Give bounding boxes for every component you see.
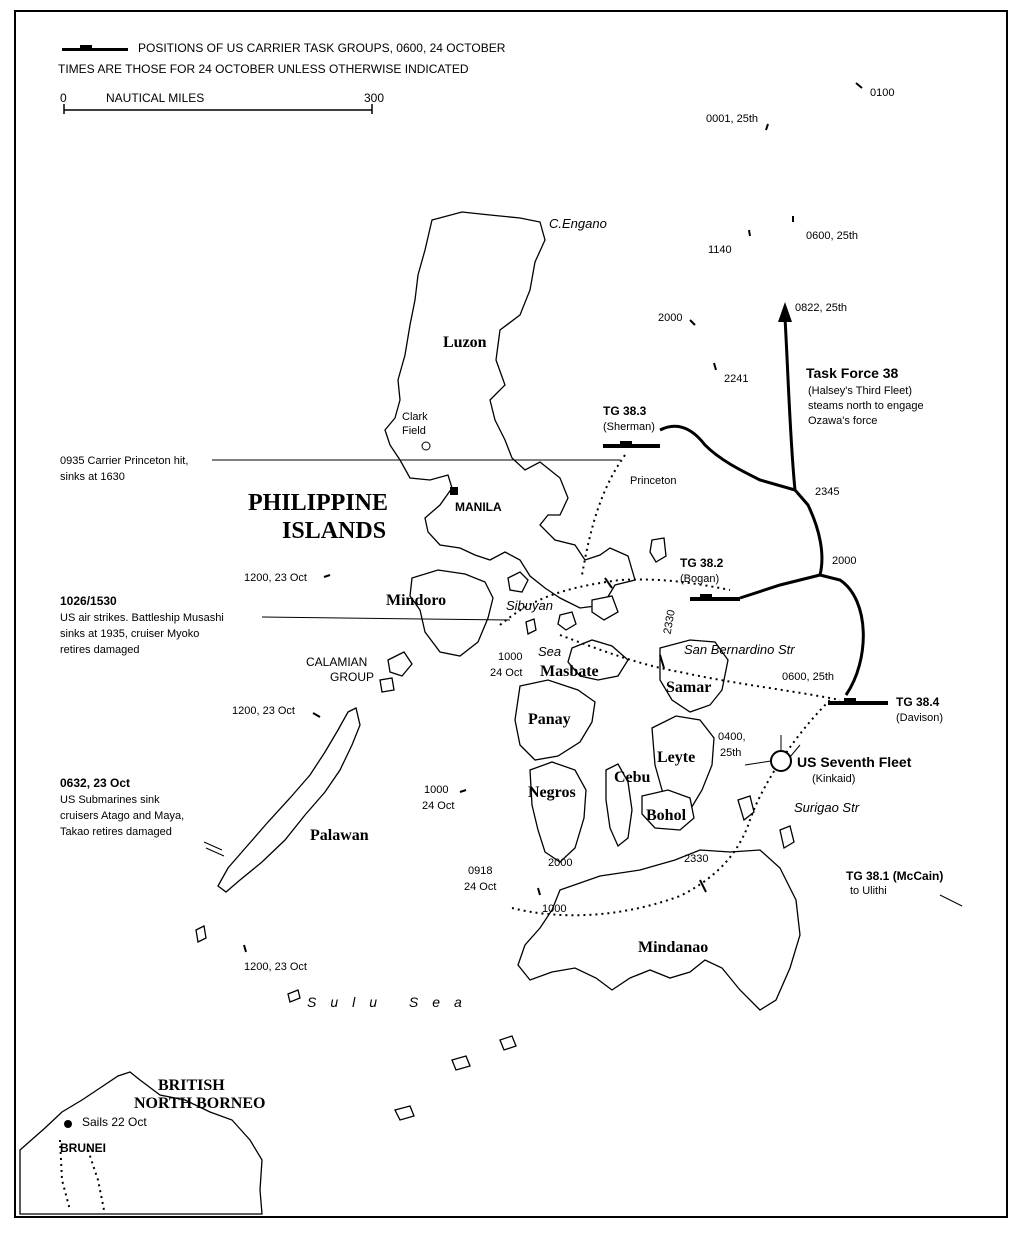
tg382-carrier-icon <box>690 594 740 601</box>
label-clark-1: Clark <box>402 411 428 423</box>
note-air-1: 1026/1530 <box>60 594 117 608</box>
time-1000c: 1000 <box>542 903 567 915</box>
map-title-line2: ISLANDS <box>282 518 387 544</box>
label-tf38-3: Ozawa's force <box>808 415 878 427</box>
time-0822-25: 0822, 25th <box>795 302 847 314</box>
sulu-isle-3 <box>395 1106 414 1120</box>
time-1200-23a: 1200, 23 Oct <box>244 572 307 584</box>
note-sub-2: US Submarines sink <box>60 794 160 806</box>
time-0001-25: 0001, 25th <box>706 113 758 125</box>
time-2000a: 2000 <box>658 312 683 324</box>
time-0400-2: 25th <box>720 747 742 759</box>
label-cebu: Cebu <box>614 769 651 786</box>
dinagat-island <box>738 796 754 820</box>
label-tg384: TG 38.4 <box>896 695 940 709</box>
scale-start: 0 <box>60 91 67 105</box>
label-san-bernardino: San Bernardino Str <box>684 642 795 657</box>
siargao-island <box>780 826 794 848</box>
label-negros: Negros <box>528 784 576 801</box>
time-0600-25b: 0600, 25th <box>782 671 834 683</box>
time-0400-1: 0400, <box>718 731 746 743</box>
tg382-route <box>740 575 820 598</box>
label-tg382: TG 38.2 <box>680 556 724 570</box>
label-sulu-sea: Sulu Sea <box>307 994 476 1010</box>
annotation-labels <box>60 455 224 838</box>
marinduque-island <box>508 572 528 592</box>
submarine-arrows <box>204 842 224 856</box>
label-leyte: Leyte <box>657 749 696 766</box>
note-princeton-2: sinks at 1630 <box>60 471 125 483</box>
tf38-arrowhead-icon <box>778 302 792 322</box>
label-sails: Sails 22 Oct <box>82 1115 147 1129</box>
label-bohol: Bohol <box>646 807 687 824</box>
label-surigao: Surigao Str <box>794 800 860 815</box>
sulu-isle-1 <box>500 1036 516 1050</box>
label-tg384-cmd: (Davison) <box>896 712 944 724</box>
time-1000-24b-1: 1000 <box>424 784 449 796</box>
clark-field-marker-icon <box>422 442 430 450</box>
label-tg382-cmd: (Bogan) <box>680 573 720 585</box>
luzon-island <box>385 212 635 608</box>
time-2000c: 2000 <box>548 857 573 869</box>
label-calamian-2: GROUP <box>330 670 375 684</box>
time-2330b: 2330 <box>684 853 709 865</box>
label-tg381-dest: to Ulithi <box>850 885 887 897</box>
mindanao-island <box>518 850 800 1010</box>
time-0100: 0100 <box>870 87 895 99</box>
time-1140: 1140 <box>708 244 732 256</box>
carrier-symbol-icon <box>62 45 128 51</box>
note-sub-3: cruisers Atago and Maya, <box>60 810 185 822</box>
scale-end: 300 <box>364 91 385 105</box>
manila-marker-icon <box>450 487 458 495</box>
label-tf38: Task Force 38 <box>806 365 899 381</box>
label-samar: Samar <box>666 679 712 696</box>
brunei-marker-icon <box>64 1120 72 1128</box>
label-calamian-1: CALAMIAN <box>306 655 368 669</box>
label-manila: MANILA <box>455 500 502 514</box>
label-mindanao: Mindanao <box>638 939 709 956</box>
label-seventh-cmd: (Kinkaid) <box>812 773 856 785</box>
seventh-fleet-marker-icon <box>771 751 791 771</box>
ulithi-arrow <box>940 895 962 906</box>
time-0918-2: 24 Oct <box>464 881 497 893</box>
calamian-isle-2 <box>380 678 394 692</box>
palawan-island <box>218 708 360 892</box>
time-1200-23b: 1200, 23 Oct <box>232 705 295 717</box>
label-borneo-1: BRITISH <box>158 1077 225 1094</box>
catanduanes-island <box>650 538 666 562</box>
legend-times-note: TIMES ARE THOSE FOR 24 OCTOBER UNLESS OTHERWISE INDICATED <box>58 62 469 76</box>
time-1000-24b-2: 24 Oct <box>422 800 455 812</box>
label-mindoro: Mindoro <box>386 592 447 609</box>
legend <box>58 41 506 76</box>
label-tg381: TG 38.1 (McCain) <box>846 869 944 883</box>
mindoro-island <box>410 570 493 656</box>
label-masbate: Masbate <box>540 663 599 680</box>
burias-island <box>592 596 618 620</box>
label-tf38-1: (Halsey's Third Fleet) <box>808 385 912 397</box>
label-palawan: Palawan <box>310 827 369 844</box>
note-air-2: US air strikes. Battleship Musashi <box>60 612 224 624</box>
romblon-isle <box>526 619 536 634</box>
legend-carrier-text: POSITIONS OF US CARRIER TASK GROUPS, 0600, 24 OCTOBER <box>138 41 506 55</box>
note-air-4: retires damaged <box>60 644 140 656</box>
sulu-isle-4 <box>288 990 300 1002</box>
note-sub-1: 0632, 23 Oct <box>60 776 131 790</box>
label-seventh-fleet: US Seventh Fleet <box>797 754 912 770</box>
label-tf38-2: steams north to engage <box>808 400 924 412</box>
landmasses <box>20 212 800 1214</box>
tg383-carrier-icon <box>603 441 660 448</box>
tg383-route <box>660 426 795 490</box>
label-tg383: TG 38.3 <box>603 404 647 418</box>
label-sibuyan-2: Sea <box>538 644 562 659</box>
note-sub-4: Takao retires damaged <box>60 826 172 838</box>
note-air-3: sinks at 1935, cruiser Myoko <box>60 628 200 640</box>
scale-label: NAUTICAL MILES <box>106 91 205 105</box>
label-panay: Panay <box>528 711 571 728</box>
time-1000-24a-2: 24 Oct <box>490 667 523 679</box>
label-borneo-2: NORTH BORNEO <box>134 1095 266 1112</box>
time-1200-23c: 1200, 23 Oct <box>244 961 307 973</box>
label-clark-2: Field <box>402 425 426 437</box>
sibuyan-isle <box>558 612 576 630</box>
negros-island <box>530 762 586 862</box>
time-0918-1: 0918 <box>468 865 493 877</box>
time-0600-25a: 0600, 25th <box>806 230 858 242</box>
label-sibuyan-1: Sibuyan <box>506 598 553 613</box>
time-2241: 2241 <box>724 373 749 385</box>
sulu-isle-2 <box>452 1056 470 1070</box>
time-1000-24a-1: 1000 <box>498 651 523 663</box>
time-2345: 2345 <box>815 486 840 498</box>
label-luzon: Luzon <box>443 334 487 351</box>
label-princeton: Princeton <box>630 475 677 487</box>
tg384-carrier-icon <box>828 698 888 705</box>
borneo-landmass <box>20 1072 262 1214</box>
label-c-engano: C.Engano <box>549 216 607 231</box>
calamian-isle-1 <box>388 652 412 676</box>
balabac-isle <box>196 926 206 942</box>
map-title-line1: PHILIPPINE <box>248 490 389 516</box>
label-brunei: BRUNEI <box>60 1141 107 1155</box>
note-princeton-1: 0935 Carrier Princeton hit, <box>60 455 189 467</box>
label-tg383-cmd: (Sherman) <box>603 421 655 433</box>
scale-bar <box>60 91 384 114</box>
time-2330a: 2330 <box>661 608 678 636</box>
time-2000b: 2000 <box>832 555 857 567</box>
